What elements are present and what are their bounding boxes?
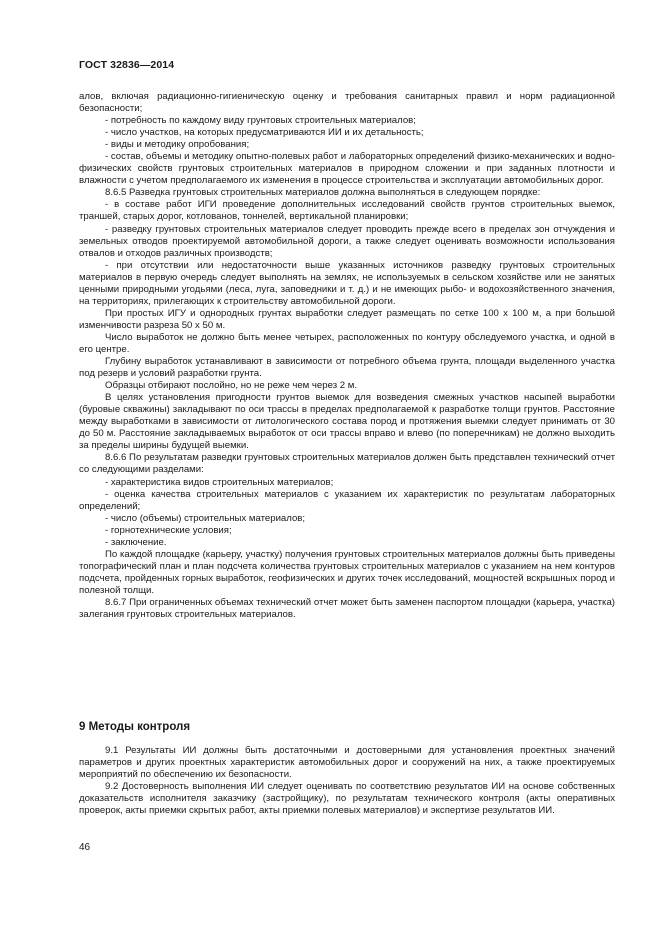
paragraph: В целях установления пригодности грунтов выемок для возведения смежных участков насыпей выработки (буровые скважины) закладывают по оси трассы в пределах предполагаемой к разработке толщи грунтов. Расстояние между выработками в зависимости от литологического состава пород и протяжения выемки следует принимать от 30 до 50 м. Расстояние закладываемых выработок от оси трассы вправо и влево (по поперечникам) не должно выходить за пределы ширины будущей выемки. xyxy=(79,392,615,452)
list-item: - виды и методику опробования; xyxy=(105,139,250,151)
list-item: - горнотехнические условия; xyxy=(105,524,232,536)
list-item: - число участков, на которых предусматриваются ИИ и их детальность; xyxy=(105,127,424,139)
paragraph: Число выработок не должно быть менее четырех, расположенных по контуру обследуемого участка, и одной в его центре. xyxy=(79,331,615,355)
list-item: - в составе работ ИГИ проведение дополнительных исследований свойств грунтов строительных выемок, траншей, старых дорог, котлованов, тоннелей, вертикальной планировки; xyxy=(79,199,615,223)
list-item: - оценка качества строительных материалов с указанием их характеристик по результатам лабораторных определений; xyxy=(79,488,615,512)
list-item: - состав, объемы и методику опытно-полевых работ и лабораторных определений физико-механических и водно-физических свойств грунтовых строительных материалов в природном сложении и при заданных плотности и влажности с учетом предполагаемого их изменения в процессе строительства и эксплуатации автомобильных дорог. xyxy=(79,151,615,187)
paragraph: алов, включая радиационно-гигиеническую оценку и требования санитарных правил и норм радиационной безопасности; xyxy=(79,91,615,115)
list-item: - характеристика видов строительных материалов; xyxy=(105,476,334,488)
clause-9-2: 9.2 Достоверность выполнения ИИ следует оценивать по соответствию результатов ИИ на основе собственных доказательств исполнителя заказчику (застройщику), по результатам технического контроля (акты оперативных проверок, акты приемки скрытых работ, акты приемки полевых материалов) и экспертизе результатов ИИ. xyxy=(79,781,615,817)
paragraph: По каждой площадке (карьеру, участку) получения грунтовых строительных материалов должны быть приведены топографический план и план подсчета количества грунтовых строительных материалов с указанием на нем контуров подсчета, пройденных горных выработок, геофизических и других точек исследований, мощностей вскрышных пород и полезной толщи. xyxy=(79,548,615,596)
paragraph: Образцы отбирают послойно, но не реже чем через 2 м. xyxy=(105,380,358,392)
clause-8-6-6: 8.6.6 По результатам разведки грунтовых строительных материалов должен быть представлен технический отчет со следующими разделами: xyxy=(79,452,615,476)
clause-8-6-7: 8.6.7 При ограниченных объемах технический отчет может быть заменен паспортом площадки (карьера, участка) залегания грунтовых строительных материалов. xyxy=(79,596,615,621)
page-number: 46 xyxy=(79,842,91,853)
clause-9-1: 9.1 Результаты ИИ должны быть достаточными и достоверными для установления проектных значений параметров и других проектных характеристик автомобильных дорог и сооружений на них, а также проектируемых мероприятий по обеспечению их безопасности. xyxy=(79,745,615,781)
paragraph: Глубину выработок устанавливают в зависимости от потребного объема грунта, площади выделенного участка под резерв и условий разработки грунта. xyxy=(79,356,615,380)
section-9-heading: 9 Методы контроля xyxy=(79,721,191,733)
list-item: - потребность по каждому виду грунтовых строительных материалов; xyxy=(105,115,416,127)
list-item: - число (объемы) строительных материалов; xyxy=(105,512,306,524)
list-item: - заключение. xyxy=(105,536,167,548)
list-item: - разведку грунтовых строительных материалов следует проводить прежде всего в пределах зон отчуждения и земельных отводов проектируемой автомобильной дороги, а также следует оценивать возможности использования отвалов и отходов различных производств; xyxy=(79,223,615,259)
document-header-title: ГОСТ 32836—2014 xyxy=(79,59,175,71)
clause-8-6-5: 8.6.5 Разведка грунтовых строительных материалов должна выполняться в следующем порядке: xyxy=(105,187,541,199)
list-item: - при отсутствии или недостаточности выше указанных источников разведку грунтовых строительных материалов в первую очередь следует выполнять на землях, не используемых в сельском хозяйстве или не занятых ценными природными угодьями (леса, луга, заповедники и т. д.) и не имеющих рыбо- и водохозяйственного значения, на территориях, прилегающих к строительству автомобильной дороги. xyxy=(79,259,615,307)
paragraph: При простых ИГУ и однородных грунтах выработки следует размещать по сетке 100 х 100 м, а при большой изменчивости разреза 50 х 50 м. xyxy=(79,307,615,331)
section-9-text-block xyxy=(79,745,615,817)
main-text-block xyxy=(79,91,615,621)
